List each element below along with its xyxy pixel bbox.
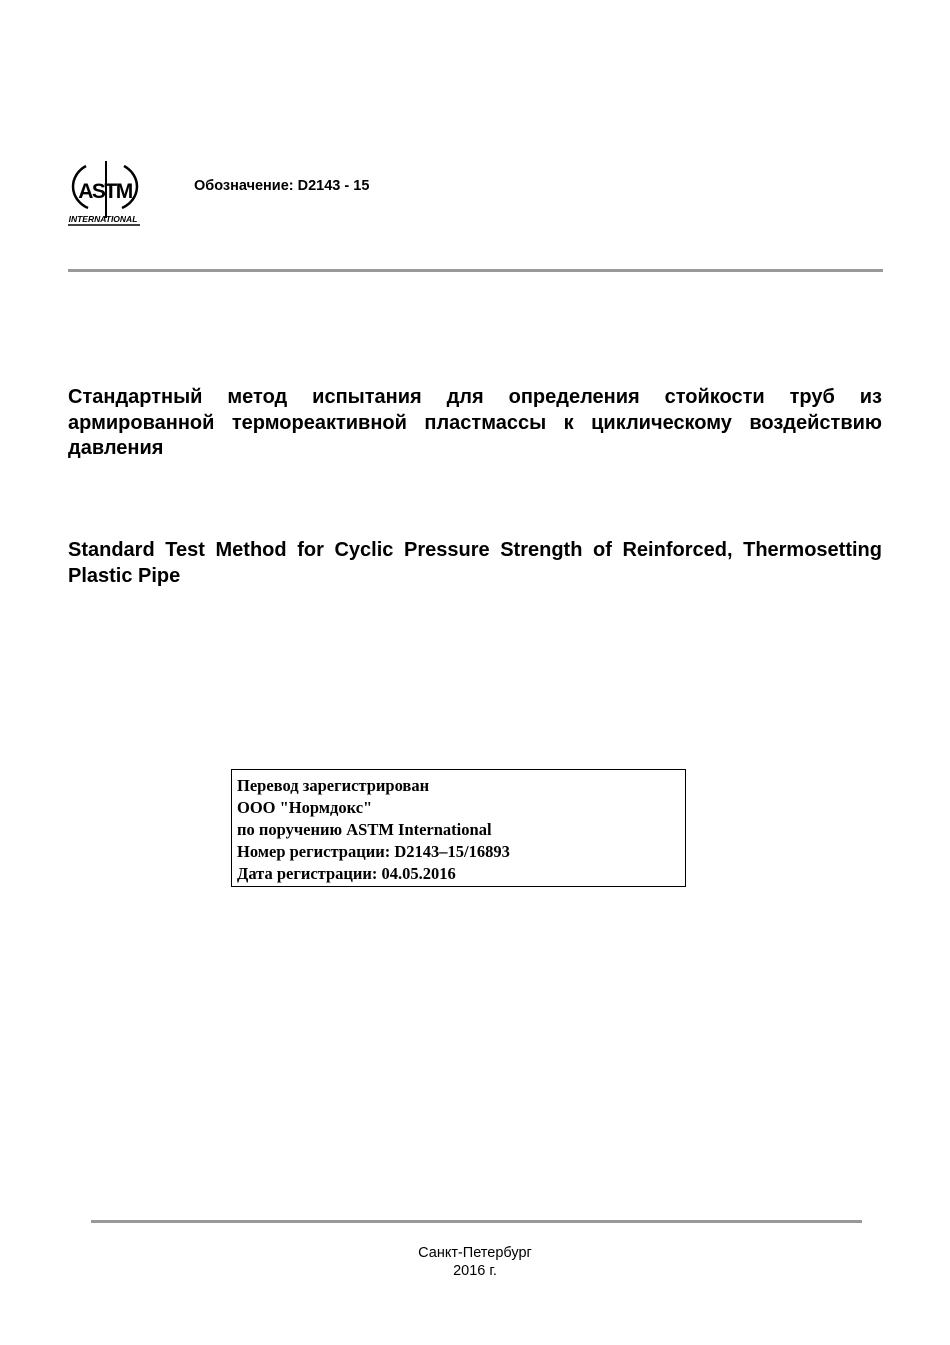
registration-line: Дата регистрации: 04.05.2016	[237, 864, 456, 883]
footer-year: 2016 г.	[453, 1263, 497, 1279]
footer-city: Санкт-Петербург	[418, 1245, 532, 1261]
registration-box	[231, 769, 686, 887]
astm-international-logo	[66, 160, 142, 228]
title-english: Standard Test Method for Cyclic Pressure Strength of Reinforced, Thermosetting Plastic Pipe	[68, 539, 882, 587]
registration-line: Перевод зарегистрирован	[237, 776, 430, 795]
title-russian: Стандартный метод испытания для определения стойкости труб из армированной термореактивной пластмассы к циклическому воздействию давления	[68, 386, 882, 459]
designation: Обозначение: D2143 - 15	[194, 178, 370, 194]
logo-subtext: INTERNATIONAL	[68, 214, 138, 224]
header-divider	[68, 269, 883, 272]
registration-line: Номер регистрации: D2143–15/16893	[237, 842, 510, 861]
logo-wordmark: ASTM	[78, 180, 132, 203]
footer-divider	[91, 1220, 862, 1223]
registration-line: по поручению ASTM International	[237, 820, 492, 839]
registration-line: ООО "Нормдокс"	[237, 798, 373, 817]
